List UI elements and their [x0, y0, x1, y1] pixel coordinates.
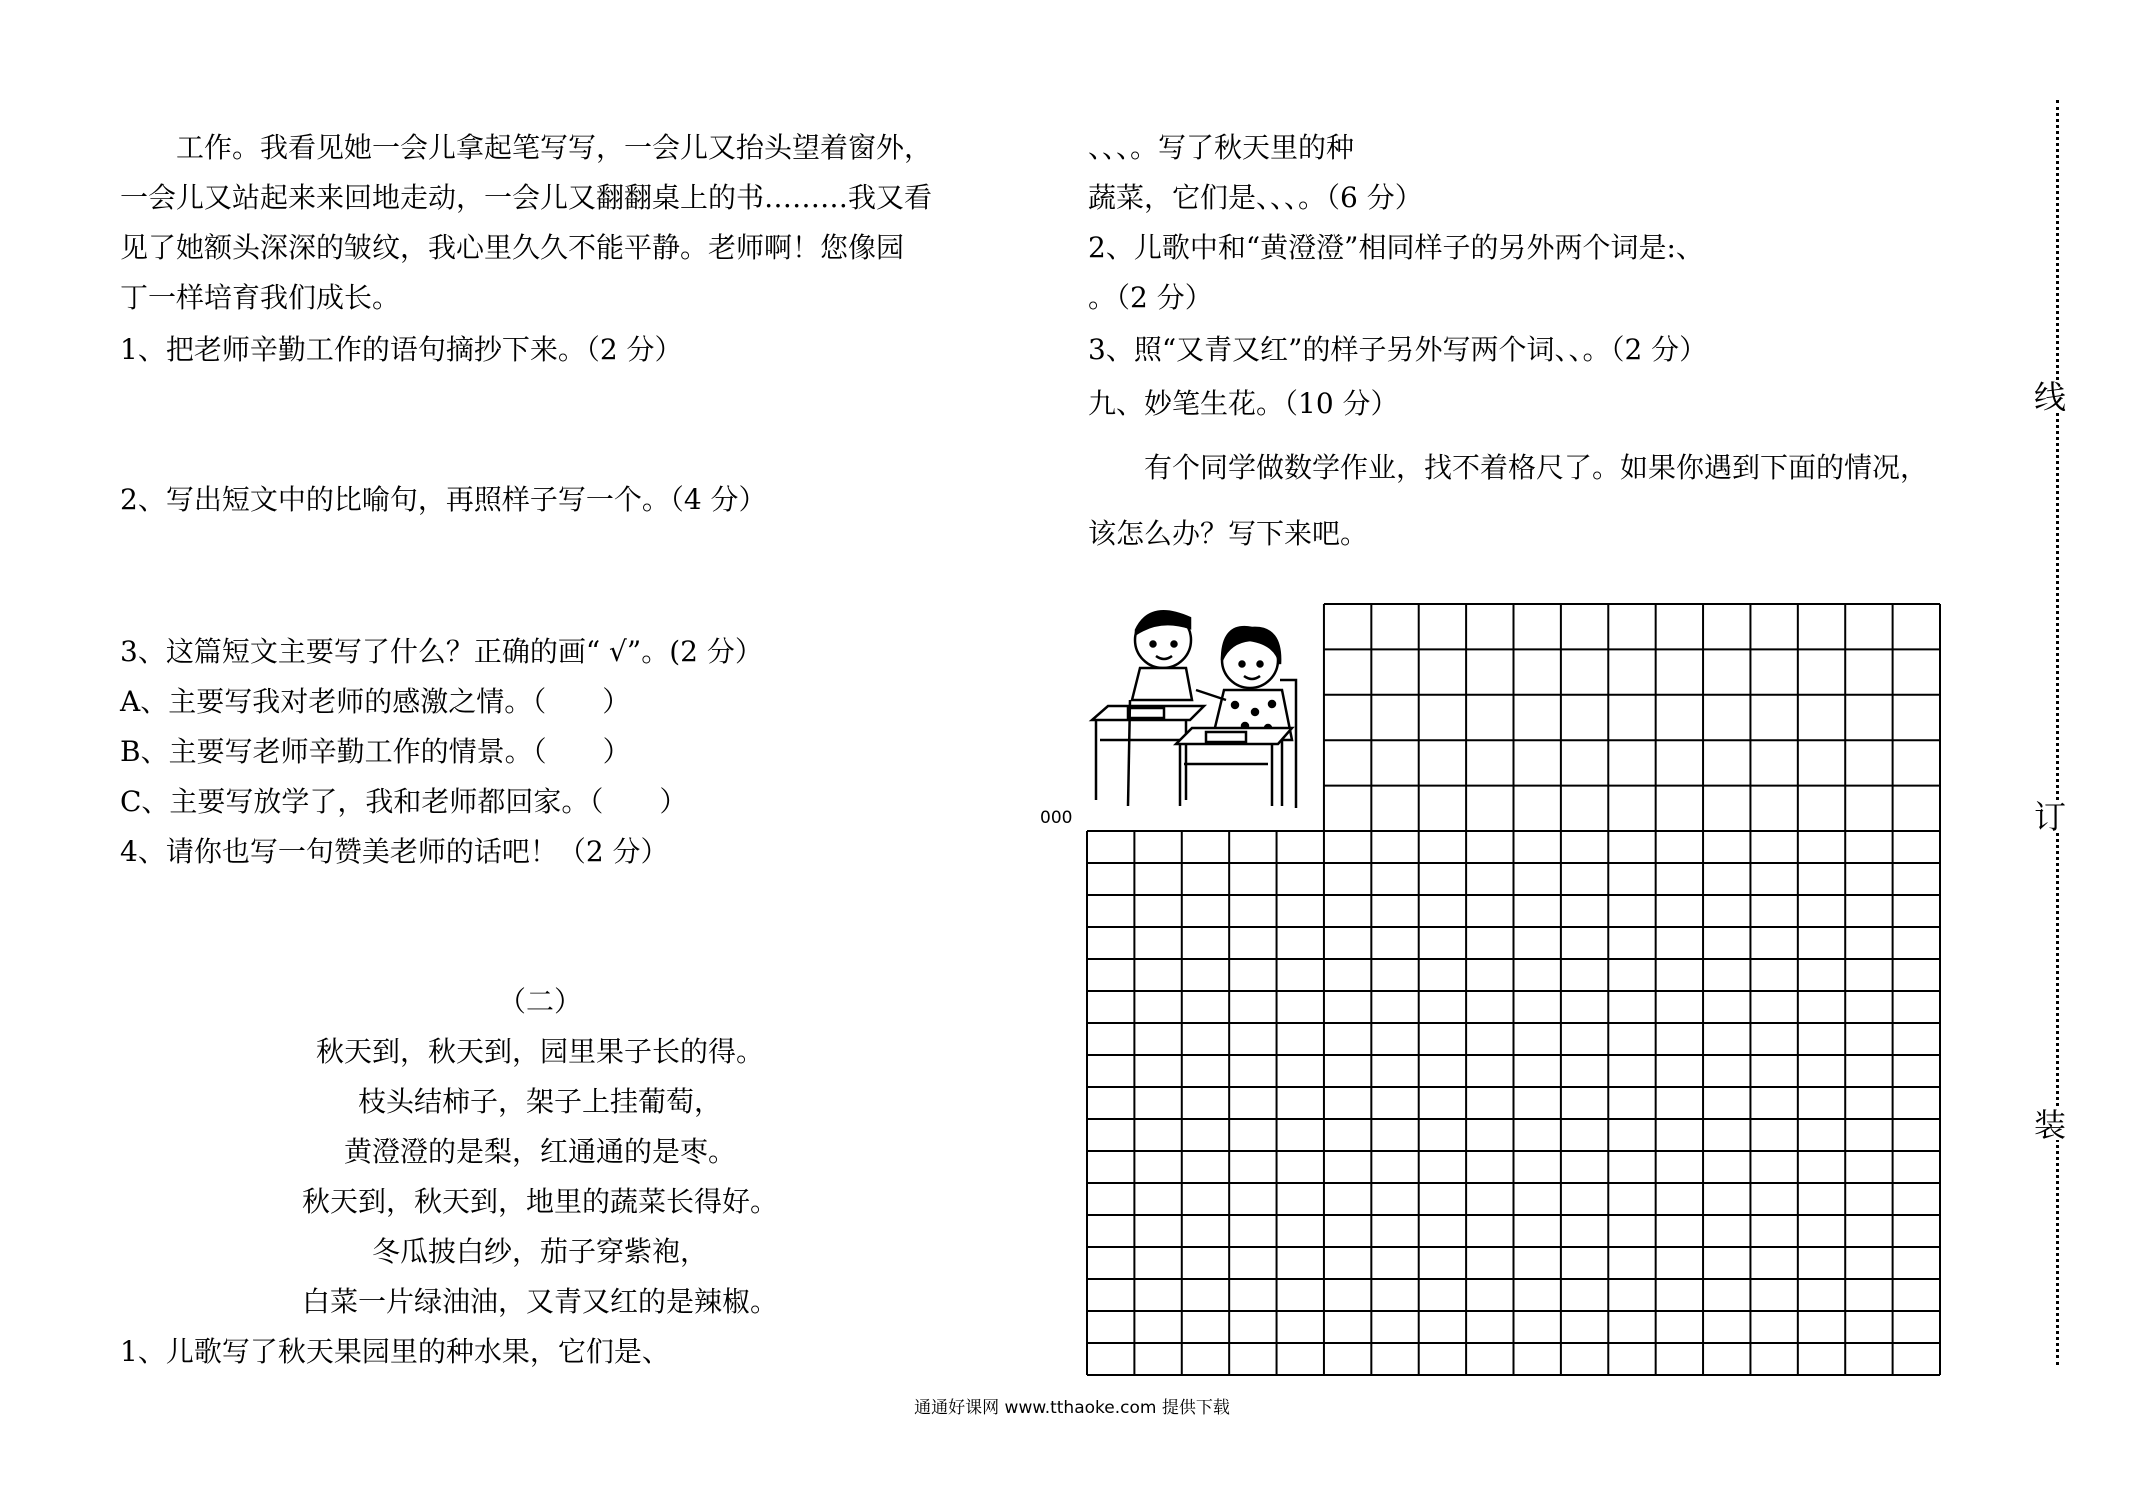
- right-line-4: 。（2 分）: [1088, 281, 1213, 314]
- poem-line-4: 秋天到，秋天到，地里的蔬菜长得好。: [301, 1185, 778, 1218]
- poem-line-2: 枝头结柿子，架子上挂葡萄，: [357, 1085, 722, 1118]
- poem-line-6: 白菜一片绿油油，又青又红的是辣椒。: [301, 1285, 778, 1318]
- question-4: 4、请你也写一句赞美老师的话吧！（2 分）: [120, 835, 669, 868]
- right-line-2: 蔬菜，它们是、、、。（6 分）: [1088, 181, 1423, 214]
- binding-char-top: 线: [2029, 380, 2067, 412]
- right-line-3: 2、儿歌中和“黄澄澄”相同样子的另外两个词是:、: [1088, 231, 1704, 264]
- poem-line-1: 秋天到，秋天到，园里果子长的得。: [315, 1035, 764, 1068]
- right-line-5: 3、照“又青又红”的样子另外写两个词、、。（2 分）: [1088, 333, 1708, 366]
- question-2: 2、写出短文中的比喻句，再照样子写一个。（4 分）: [120, 483, 767, 516]
- option-c: C、主要写放学了，我和老师都回家。（ ）: [120, 785, 688, 818]
- poem-line-3: 黄澄澄的是梨，红通通的是枣。: [343, 1135, 736, 1168]
- passage-line-3: 见了她额头深深的皱纹，我心里久久不能平静。老师啊！您像园: [120, 231, 905, 264]
- binding-char-middle: 订: [2029, 800, 2067, 832]
- grid-label: 000: [1040, 808, 1073, 828]
- poem-question-1: 1、儿歌写了秋天果园里的种水果，它们是、: [120, 1335, 670, 1368]
- binding-dotted-line: [2056, 100, 2059, 1365]
- writing-prompt-line-1: 有个同学做数学作业，找不着格尺了。如果你遇到下面的情况，: [1088, 451, 1929, 484]
- binding-char-bottom: 装: [2029, 1108, 2067, 1140]
- footer-credit: 通通好课网 www.tthaoke.com 提供下载: [914, 1398, 1230, 1418]
- right-line-1: 、、、。写了秋天里的种: [1088, 131, 1355, 164]
- section-title: （二）: [497, 985, 582, 1018]
- section-nine-title: 九、妙笔生花。（10 分）: [1088, 387, 1399, 420]
- poem-line-5: 冬瓜披白纱，茄子穿紫袍，: [371, 1235, 708, 1268]
- writing-prompt-line-2: 该怎么办？写下来吧。: [1088, 517, 1369, 550]
- grid-lines: [1087, 604, 1940, 1375]
- passage-line-4: 丁一样培育我们成长。: [120, 281, 401, 314]
- question-3: 3、这篇短文主要写了什么？正确的画“ √”。(2 分）: [120, 635, 763, 668]
- children-desk-illustration: [1092, 611, 1296, 808]
- question-1: 1、把老师辛勤工作的语句摘抄下来。（2 分）: [120, 333, 683, 366]
- option-b: B、主要写老师辛勤工作的情景。（ ）: [120, 735, 631, 768]
- passage-line-1: 工作。我看见她一会儿拿起笔写写，一会儿又抬头望着窗外，: [120, 131, 933, 164]
- passage-line-2: 一会儿又站起来来回地走动，一会儿又翻翻桌上的书………我又看: [120, 181, 933, 214]
- option-a: A、主要写我对老师的感激之情。（ ）: [120, 685, 631, 718]
